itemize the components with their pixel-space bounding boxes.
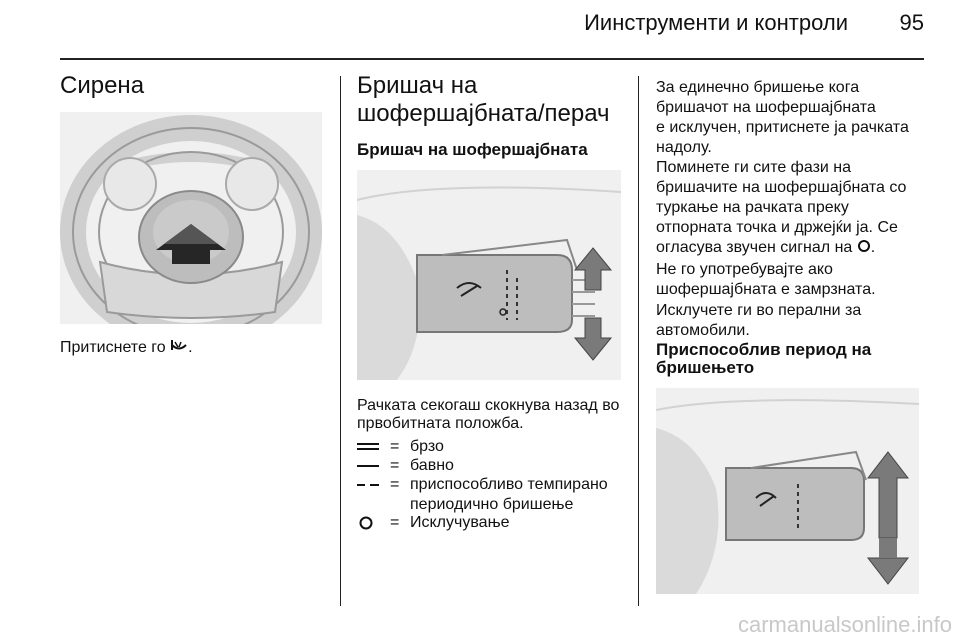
text-line: отпорната точка и држејќи ја. Се [656, 219, 898, 236]
text-line: туркање на рачката преку [656, 199, 849, 216]
legend-text-fast: брзо [410, 438, 444, 455]
section-heading-horn: Сирена [60, 72, 145, 99]
paragraph-single-wipe [656, 78, 946, 158]
wiper-lever-illustration [357, 170, 621, 380]
wiper-fast-icon [357, 437, 381, 457]
horn-caption-text: Притиснете го [60, 339, 166, 357]
legend-text-interval: приспособливо темпирано периодично бришење [410, 476, 608, 513]
horn-caption [60, 338, 330, 358]
subheading-interval-line1: Приспособлив период на [656, 340, 872, 359]
text-line: бришачот на шофершајбната [656, 99, 876, 116]
text-line: Поминете ги сите фази на [656, 159, 852, 176]
text-line: е исклучен, притиснете ја рачката [656, 119, 909, 136]
subheading-windshield-wiper: Бришач на шофершајбната [357, 140, 588, 159]
wiper-intro-line1: Рачката секогаш скокнува назад во [357, 397, 620, 414]
section-heading-wiper-line1: Бришач на [357, 72, 478, 99]
text-line: автомобили. [656, 322, 750, 339]
text-line: Не го употребувајте ако [656, 261, 833, 278]
text-fragment: . [870, 239, 876, 256]
legend-text-slow: бавно [410, 457, 454, 474]
legend-equals: = [390, 457, 400, 474]
text-line: За единечно бришење кога [656, 79, 860, 96]
running-header: Иинструменти и контроли [584, 10, 848, 35]
page-number: 95 [899, 10, 924, 35]
paragraph-all-stages [656, 158, 946, 258]
paragraph-car-wash [656, 301, 946, 341]
wiper-off-icon [357, 513, 381, 533]
subheading-interval-line2: бришењето [656, 358, 755, 377]
section-heading-wiper-line2: шофершајбната/перач [357, 100, 610, 127]
legend-equals: = [390, 476, 400, 493]
legend-text-off: Исклучување [410, 514, 510, 531]
column-divider-1 [340, 76, 341, 606]
wiper-slow-icon [357, 456, 381, 476]
wiper-intro-line2: првобитната положба. [357, 415, 524, 432]
horn-caption-period: . [188, 339, 193, 357]
text-line: бришачите на шофершајбната со [656, 179, 907, 196]
text-line: надолу. [656, 139, 712, 156]
text-fragment: огласува звучен сигнал на [656, 239, 853, 256]
wiper-interval-icon [357, 475, 381, 495]
header-rule [60, 58, 924, 60]
watermark: carmanualsonline.info [737, 612, 952, 637]
text-line [656, 238, 946, 258]
legend-equals: = [390, 514, 400, 531]
text-line: Исклучете ги во перални за [656, 302, 862, 319]
interval-lever-illustration [656, 388, 919, 594]
text-line: шофершајбната е замрзната. [656, 281, 876, 298]
wiper-off-icon [857, 239, 871, 253]
steering-wheel-illustration [60, 112, 322, 324]
legend-equals: = [390, 438, 400, 455]
horn-icon [170, 338, 188, 358]
paragraph-frozen [656, 260, 946, 300]
